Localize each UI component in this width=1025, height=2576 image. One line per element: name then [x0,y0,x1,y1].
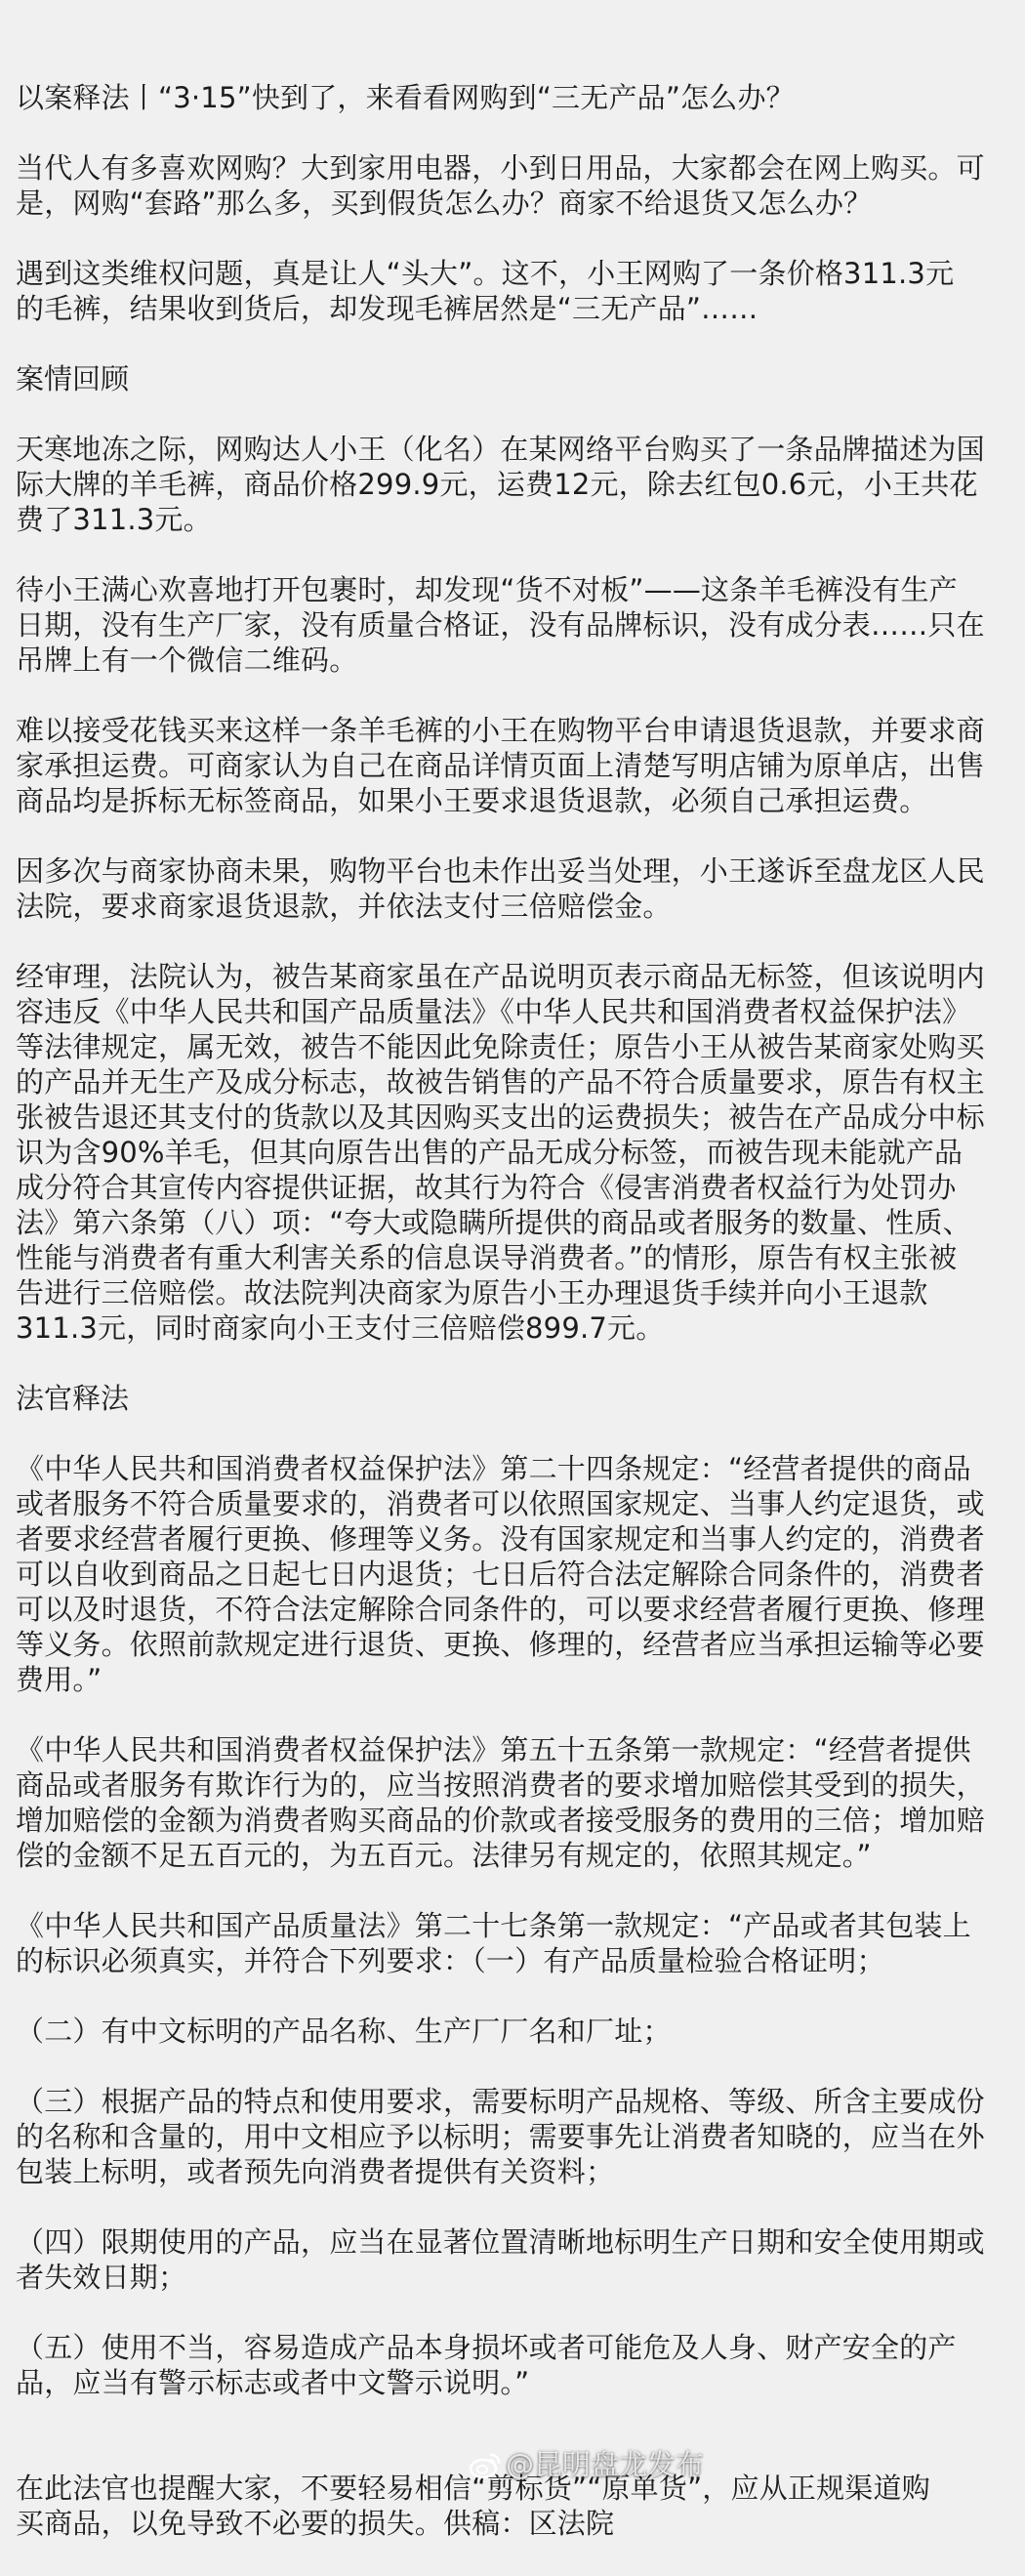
section-heading-case-review: 案情回顾 [16,362,130,395]
law-item-2: （二）有中文标明的产品名称、生产厂厂名和厂址； [16,2015,672,2048]
case-paragraph-1: 天寒地冻之际，网购达人小王（化名）在某网络平台购买了一条品牌描述为国 际大牌的羊毛裤，商品价格299.9元，运费12元，除去红包0.6元，小王共花 费了311.3元。 [16,433,985,536]
closing-paragraph: 在此法官也提醒大家，不要轻易相信“剪标货”“原单货”，应从正规渠道购 买商品，以免导致不必要的损失。供稿：区法院 [16,2472,930,2540]
law-paragraph-3: 《中华人民共和国产品质量法》第二十七条第一款规定：“产品或者其包装上 的标识必须真实，并符合下列要求：（一）有产品质量检验合格证明； [16,1909,971,1977]
case-paragraph-2: 待小王满心欢喜地打开包裹时，却发现“货不对板”——这条羊毛裤没有生产 日期，没有生产厂家，没有质量合格证，没有品牌标识，没有成分表……只在 吊牌上有一个微信二维码。 [16,573,985,677]
case-paragraph-5: 经审理，法院认为，被告某商家虽在产品说明页表示商品无标签，但该说明内 容违反《中华人民共和国产品质量法》《中华人民共和国消费者权益保护法》 等法律规定，属无效，被告不能因此免除责任；原告小王从被告某商家处购买 的产品并无生产及成分标志，故被告销售的产品不符合质量要求，原告有权主 张被告退还其支付的货款以及其因购买支出的运费损失；被告在产品成分中标 识为含90%羊毛，但其向原告出售的产品无成分标签，而被告现未能就产品 成分符合其宣传内容提供证据，故其行为符合《侵害消费者权益行为处罚办 法》第六条第（八）项：“夸大或隐瞒所提供的商品或者服务的数量、性质、 性能与消费者有重大利害关系的信息误导消费者。”的情形，原告有权主张被 告进行三倍赔偿。故法院判决商家为原告小王办理退货手续并向小王退款 311.3元，同时商家向小王支付三倍赔偿899.7元。 [16,960,985,1345]
law-paragraph-2: 《中华人民共和国消费者权益保护法》第五十五条第一款规定：“经营者提供 商品或者服务有欺诈行为的，应当按照消费者的要求增加赔偿其受到的损失， 增加赔偿的金额为消费者购买商品的价款或者接受服务的费用的三倍；增加赔 偿的金额不足五百元的，为五百元。法律另有规定的，依照其规定。” [16,1733,985,1872]
intro-paragraph-2: 遇到这类维权问题，真是让人“头大”。这不，小王网购了一条价格311.3元 的毛裤，结果收到货后，却发现毛裤居然是“三无产品”…… [16,257,955,325]
weibo-icon [469,2450,502,2479]
section-heading-judge-explains: 法官释法 [16,1382,130,1415]
case-paragraph-3: 难以接受花钱买来这样一条羊毛裤的小王在购物平台申请退货退款，并要求商 家承担运费。可商家认为自己在商品详情页面上清楚写明店铺为原单店，出售 商品均是拆标无标签商品，如果小王要求退货退款，必须自己承担运费。 [16,714,985,817]
law-item-4: （四）限期使用的产品，应当在显著位置清晰地标明生产日期和安全使用期或 者失效日期； [16,2225,985,2294]
law-item-5: （五）使用不当，容易造成产品本身损坏或者可能危及人身、财产安全的产 品，应当有警示标志或者中文警示说明。” [16,2331,957,2399]
article [16,80,1021,2576]
law-paragraph-1: 《中华人民共和国消费者权益保护法》第二十四条规定：“经营者提供的商品 或者服务不符合质量要求的，消费者可以依照国家规定、当事人约定退货，或 者要求经营者履行更换、修理等义务。没有国家规定和当事人约定的，消费者 可以自收到商品之日起七日内退货；七日后符合法定解除合同条件的，消费者 可以及时退货，不符合法定解除合同条件的，可以要求经营者履行更换、修理 等义务。依照前款规定进行退货、更换、修理的，经营者应当承担运输等必要 费用。” [16,1452,985,1696]
watermark [469,2447,704,2482]
article-title: 以案释法丨“3·15”快到了，来看看网购到“三无产品”怎么办？ [16,81,795,114]
case-paragraph-4: 因多次与商家协商未果，购物平台也未作出妥当处理，小王遂诉至盘龙区人民 法院，要求商家退货退款，并依法支付三倍赔偿金。 [16,854,985,923]
law-item-3: （三）根据产品的特点和使用要求，需要标明产品规格、等级、所含主要成份 的名称和含量的，用中文相应予以标明；需要事先让消费者知晓的，应当在外 包装上标明，或者预先向消费者提供有关资料； [16,2085,985,2188]
intro-paragraph-1: 当代人有多喜欢网购？大到家用电器，小到日用品，大家都会在网上购买。可 是，网购“套路”那么多，买到假货怎么办？商家不给退货又怎么办？ [16,151,985,220]
watermark-text: @昆明盘龙发布 [506,2448,705,2481]
